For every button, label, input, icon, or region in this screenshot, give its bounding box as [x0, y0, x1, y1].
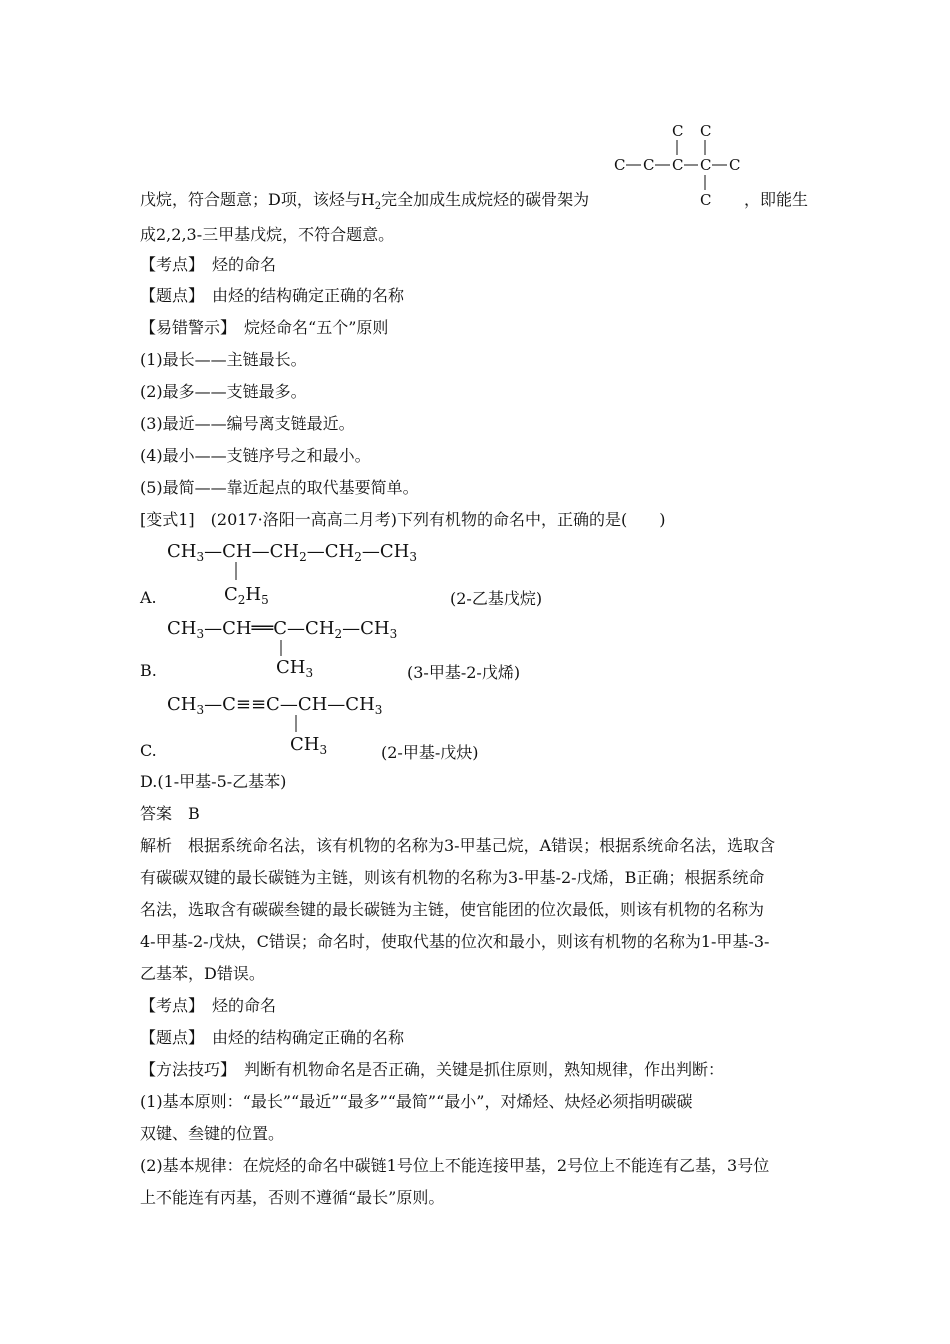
fb-t4: —CH: [342, 618, 390, 639]
analysis-line-4: 4-甲基-2-戊炔，C错误；命名时，使取代基的位次和最小，则该有机物的名称为1-甲基-3-: [140, 932, 770, 951]
answer: 答案 B: [140, 804, 200, 823]
skeleton-chain-c2: C: [643, 156, 655, 174]
analysis-line-2: 有碳碳双键的最长碳链为主链，则该有机物的名称为3-甲基-2-戊烯，B正确；根据系统命: [140, 868, 765, 887]
yicuo-item-4: (4)最小——支链序号之和最小。: [140, 446, 371, 465]
skeleton-bottom-c: C: [700, 191, 712, 209]
fa-t6: —CH: [361, 541, 410, 562]
fa-t2: —CH—CH: [204, 541, 300, 562]
kaodian-text: 烃的命名: [212, 255, 277, 274]
intro-tail: ，即能生: [744, 190, 809, 209]
fb-t0: CH: [167, 618, 197, 639]
fb-b1: 3: [305, 666, 314, 680]
skeleton-top-c1: C: [672, 122, 684, 140]
fb-t2: —CH══C—CH: [204, 618, 335, 639]
svg-text:C2H5: [224, 584, 269, 607]
fangfa-tag: 【方法技巧】: [140, 1060, 237, 1079]
fb-t3: 2: [334, 627, 343, 641]
fa-t4: —CH: [306, 541, 355, 562]
yicuo-text: 烷烃命名“五个”原则: [244, 318, 389, 337]
skeleton-top-c2: C: [700, 122, 712, 140]
yicuo-tag: 【易错警示】: [140, 318, 237, 337]
fb-t1: 3: [196, 627, 205, 641]
tidian-text: 由烃的结构确定正确的名称: [212, 1028, 405, 1047]
kaodian-tag: 【考点】: [140, 255, 197, 274]
fa-b2: H: [245, 584, 262, 605]
fangfa-line-3: (2)基本规律：在烷烃的命名中碳链1号位上不能连接甲基，2号位上不能连有乙基，3号位: [140, 1156, 770, 1175]
skeleton-chain-c3: C: [672, 156, 684, 174]
option-c-name: (2-甲基-戊炔): [381, 743, 479, 762]
fc-b1: 3: [319, 743, 328, 757]
analysis-line-3: 名法，选取含有碳碳叁键的最长碳链为主链，使官能团的位次最低，则该有机物的名称为: [140, 900, 765, 919]
fa-t0: CH: [167, 541, 197, 562]
fb-b0: CH: [276, 657, 306, 678]
intro-line-2: 成2,2,3-三甲基戊烷，不符合题意。: [140, 225, 395, 244]
svg-text:CH3: [290, 734, 327, 757]
fc-b0: CH: [290, 734, 320, 755]
fangfa-heading: [140, 1059, 820, 1081]
option-b-name: (3-甲基-2-戊烯): [407, 663, 521, 682]
skeleton-chain-c1: C: [614, 156, 626, 174]
fc-t2: —C≡≡C—CH—CH: [204, 694, 375, 715]
yicuo-item-2: (2)最多——支链最多。: [140, 382, 307, 401]
bianshi-question: [变式1] (2017·洛阳一高高二月考)下列有机物的命名中，正确的是( ): [140, 510, 666, 529]
kaodian-tag: 【考点】: [140, 996, 197, 1015]
option-a-name: (2-乙基戊烷): [450, 589, 543, 608]
fb-t5: 3: [389, 627, 398, 641]
skeleton-chain-c4: C: [700, 156, 712, 174]
analysis-line-5: 乙基苯，D错误。: [140, 964, 265, 983]
kaodian-text: 烃的命名: [212, 996, 277, 1015]
fangfa-line-2: 双键、叁键的位置。: [140, 1124, 285, 1143]
svg-text:CH3—C≡≡C—CH—CH3: [167, 694, 382, 717]
yicuo-item-1: (1)最长——主链最长。: [140, 350, 307, 369]
yicuo-item-5: (5)最简——靠近起点的取代基要简单。: [140, 478, 419, 497]
fc-t1: 3: [196, 703, 205, 717]
fa-t1: 3: [196, 550, 205, 564]
tidian-2: [140, 1027, 820, 1049]
fa-b0: C: [224, 584, 238, 605]
svg-text:CH3—CH—CH2—CH2—CH3: [167, 541, 417, 564]
kaodian-2: [140, 995, 820, 1017]
analysis-line-1: 解析 根据系统命名法，该有机物的名称为3-甲基己烷，A错误；根据系统命名法，选取含: [140, 836, 776, 855]
fangfa-line-4: 上不能连有丙基，否则不遵循“最长”原则。: [140, 1188, 445, 1207]
skeleton-chain-c5: C: [729, 156, 741, 174]
fa-t7: 3: [409, 550, 417, 564]
fa-t5: 2: [354, 550, 362, 564]
fangfa-text: 判断有机物命名是否正确，关键是抓住原则，熟知规律，作出判断：: [244, 1060, 725, 1079]
option-c-letter: C.: [140, 741, 157, 760]
fa-b3: 5: [261, 593, 269, 607]
option-d: D.(1-甲基-5-乙基苯): [140, 772, 287, 791]
tidian-tag: 【题点】: [140, 286, 197, 305]
fc-t0: CH: [167, 694, 197, 715]
fangfa-line-1: (1)基本原则：“最长”“最近”“最多”“最简”“最小”，对烯烃、炔烃必须指明碳碳: [140, 1092, 693, 1111]
svg-text:CH3—CH══C—CH2—CH3: [167, 618, 397, 641]
option-b-letter: B.: [140, 661, 157, 680]
intro-text-a: 戊烷，符合题意；D项，该烃与H: [140, 190, 375, 209]
option-a-letter: A.: [140, 588, 157, 607]
intro-sub: 2: [374, 201, 382, 213]
svg-text:CH3: [276, 657, 313, 680]
intro-text-b: 完全加成生成烷烃的碳骨架为: [381, 190, 590, 209]
yicuo-item-3: (3)最近——编号离支链最近。: [140, 414, 355, 433]
fa-t3: 2: [299, 550, 307, 564]
fa-b1: 2: [237, 593, 246, 607]
tidian-text: 由烃的结构确定正确的名称: [212, 286, 405, 305]
fc-t3: 3: [374, 703, 383, 717]
tidian-tag: 【题点】: [140, 1028, 197, 1047]
